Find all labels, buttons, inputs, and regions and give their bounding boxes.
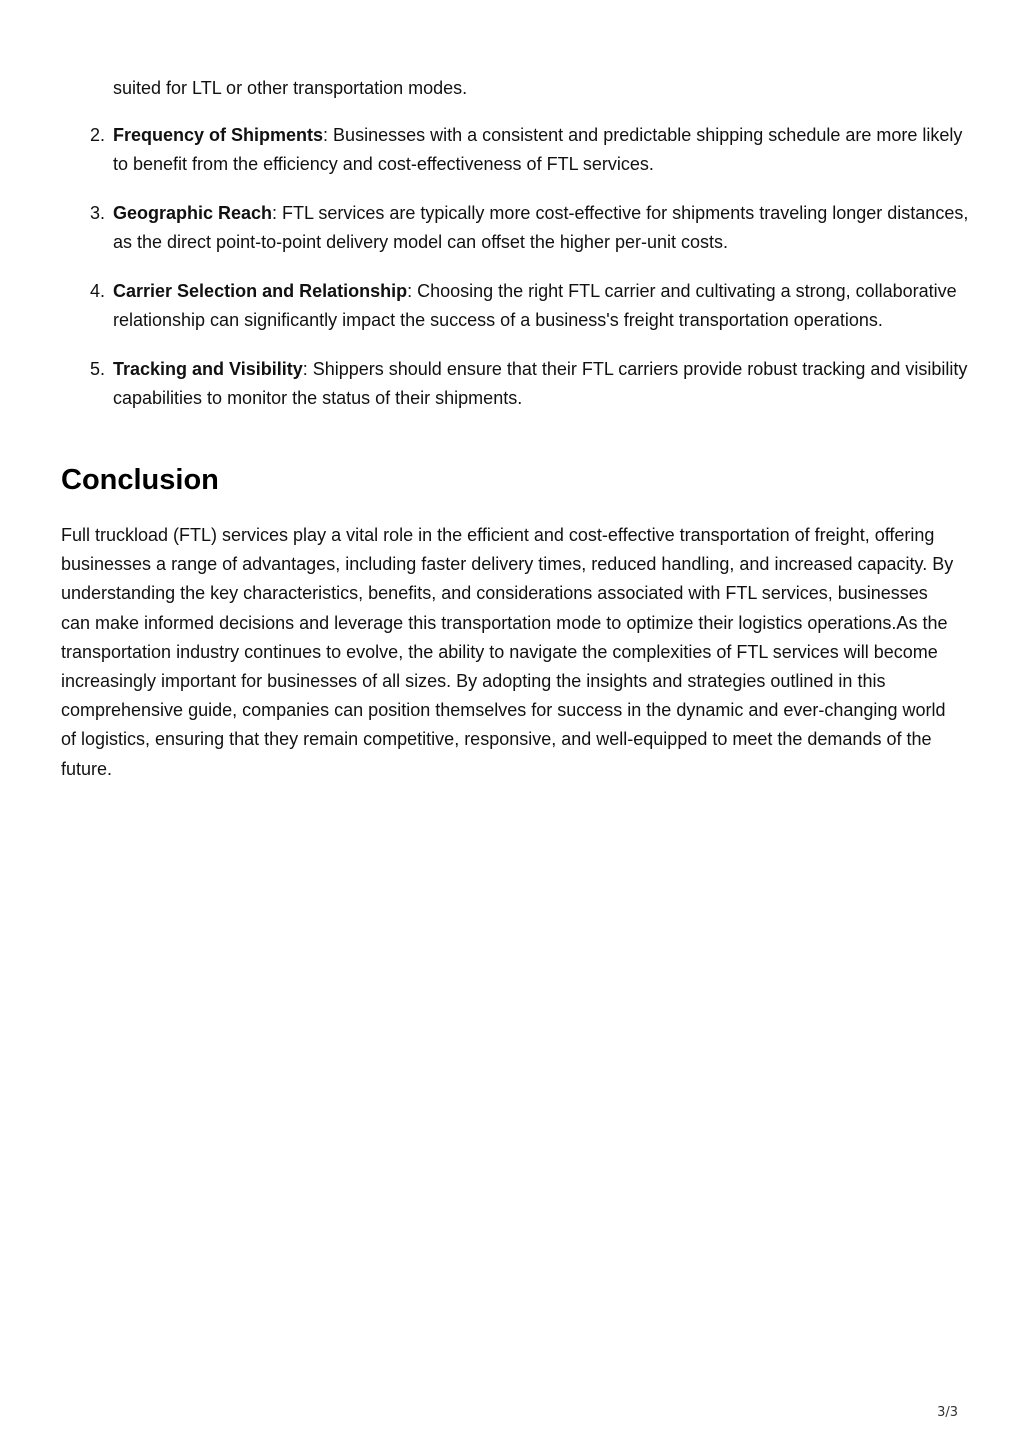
list-item-number: 4. xyxy=(90,281,106,301)
list-item-text: : FTL services are typically more cost-effective for shipments traveling longer distances, as the direct point-to-point delivery model can offset the higher per-unit costs. xyxy=(113,203,969,252)
list-item xyxy=(62,277,972,335)
conclusion-paragraph: Full truckload (FTL) services play a vital role in the efficient and cost-effective transportation of freight, offering businesses a range of advantages, including faster delivery times, reduced handling, and increased capacity. By understanding the key characteristics, benefits, and considerations associated with FTL services, businesses can make informed decisions and leverage this transportation mode to optimize their logistics operations.As the transportation industry continues to evolve, the ability to navigate the complexities of FTL services will become increasingly important for businesses of all sizes. By adopting the insights and strategies outlined in this comprehensive guide, companies can position themselves for success in the dynamic and ever-changing world of logistics, ensuring that they remain competitive, responsive, and well-equipped to meet the demands of the future. xyxy=(61,525,954,779)
considerations-list xyxy=(62,121,972,433)
list-item-number: 3. xyxy=(90,203,106,223)
section-heading: Conclusion xyxy=(61,464,219,496)
list-item-term: Geographic Reach xyxy=(113,203,273,223)
list-item-term: Frequency of Shipments xyxy=(113,125,324,145)
list-item-term: Carrier Selection and Relationship xyxy=(113,281,408,301)
list-item-number: 2. xyxy=(90,125,106,145)
page-number: 3/3 xyxy=(937,1405,958,1420)
continuation-paragraph: suited for LTL or other transportation modes. xyxy=(113,78,468,98)
list-item-number: 5. xyxy=(90,359,106,379)
list-item xyxy=(62,121,972,179)
list-item-text: : Choosing the right FTL carrier and cultivating a strong, collaborative relationship can significantly impact the success of a business's freight transportation operations. xyxy=(113,281,957,330)
list-item-text: : Businesses with a consistent and predictable shipping schedule are more likely to benefit from the efficiency and cost-effectiveness of FTL services. xyxy=(113,125,963,174)
list-item-text: : Shippers should ensure that their FTL carriers provide robust tracking and visibility capabilities to monitor the status of their shipments. xyxy=(113,359,968,408)
list-item xyxy=(62,355,972,413)
list-item xyxy=(62,199,972,257)
list-item-term: Tracking and Visibility xyxy=(113,359,303,379)
